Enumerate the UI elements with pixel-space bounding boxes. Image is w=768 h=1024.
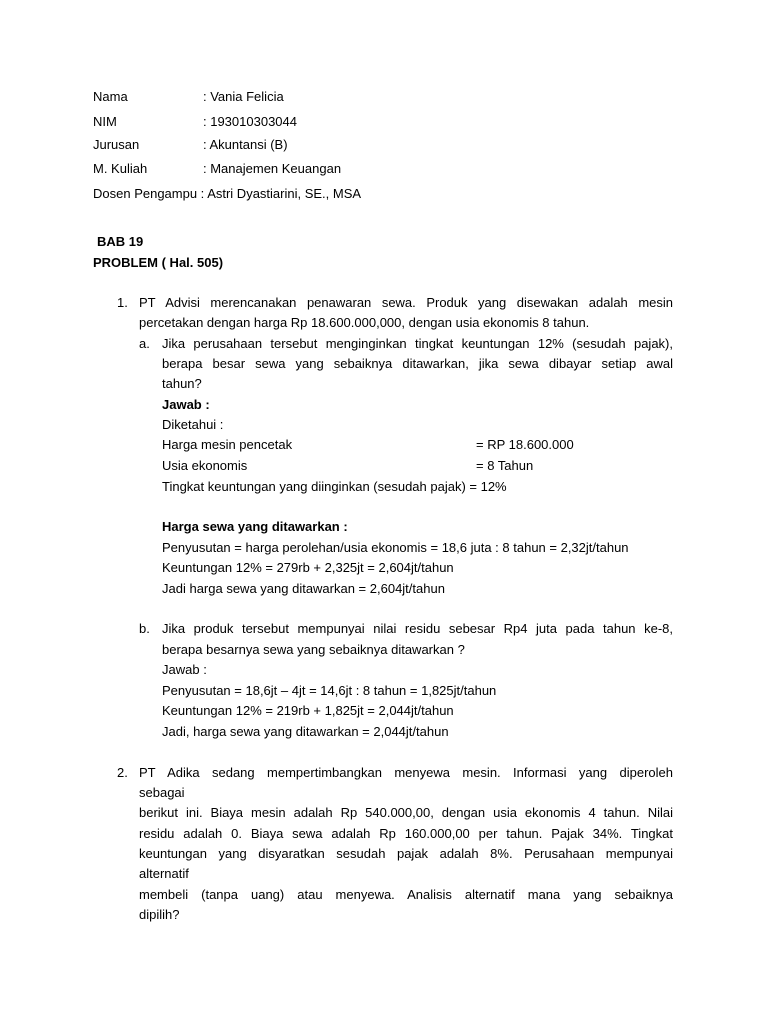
diketahui-label: Diketahui : bbox=[162, 417, 224, 432]
keuntungan-1b: Keuntungan 12% = 219rb + 1,825jt = 2,044jt/tahun bbox=[162, 703, 454, 718]
question-1a-text-line-2: berapa besar sewa yang sebaiknya ditawarkan, jika sewa dibayar setiap awal bbox=[162, 356, 673, 371]
question-2-text-line-7: membeli (tanpa uang) atau menyewa. Analisis alternatif mana yang sebaiknya bbox=[139, 887, 673, 902]
kesimpulan-1a: Jadi harga sewa yang ditawarkan = 2,604jt/tahun bbox=[162, 581, 445, 596]
usia-ekonomis-value: = 8 Tahun bbox=[476, 458, 534, 473]
nim-value: : 193010303044 bbox=[203, 114, 297, 129]
question-1b-label: b. bbox=[139, 621, 150, 636]
tingkat-keuntungan: Tingkat keuntungan yang diinginkan (sesudah pajak) = 12% bbox=[162, 479, 507, 494]
question-2-text-line-2: sebagai bbox=[139, 785, 185, 800]
chapter-title: BAB 19 bbox=[97, 234, 144, 249]
usia-ekonomis-label: Usia ekonomis bbox=[162, 458, 248, 473]
harga-sewa-heading: Harga sewa yang ditawarkan : bbox=[162, 519, 348, 534]
question-2-text-line-1: PT Adika sedang mempertimbangkan menyewa mesin. Informasi yang diperoleh bbox=[139, 765, 673, 780]
question-1b-text-line-2: berapa besarnya sewa yang sebaiknya ditawarkan ? bbox=[162, 642, 465, 657]
nama-label: Nama bbox=[93, 89, 128, 104]
question-1b-text-line-1: Jika produk tersebut mempunyai nilai residu sebesar Rp4 juta pada tahun ke-8, bbox=[162, 621, 673, 636]
nama-value: : Vania Felicia bbox=[203, 89, 284, 104]
answer-1a-heading: Jawab : bbox=[162, 397, 210, 412]
dosen-pengampu: Dosen Pengampu : Astri Dyastiarini, SE., MSA bbox=[93, 186, 362, 201]
question-1a-text-line-3: tahun? bbox=[162, 376, 202, 391]
harga-mesin-label: Harga mesin pencetak bbox=[162, 437, 293, 452]
question-2-text-line-4: residu adalah 0. Biaya sewa adalah Rp 160.000,00 per tahun. Pajak 34%. Tingkat bbox=[139, 826, 673, 841]
question-1-number: 1. bbox=[117, 295, 128, 310]
question-2-number: 2. bbox=[117, 765, 128, 780]
question-2-text-line-5: keuntungan yang disyaratkan sesudah pajak adalah 8%. Perusahaan mempunyai bbox=[139, 846, 673, 861]
mata-kuliah-value: : Manajemen Keuangan bbox=[203, 161, 342, 176]
penyusutan-1a: Penyusutan = harga perolehan/usia ekonomis = 18,6 juta : 8 tahun = 2,32jt/tahun bbox=[162, 540, 629, 555]
kesimpulan-1b: Jadi, harga sewa yang ditawarkan = 2,044jt/tahun bbox=[162, 724, 449, 739]
mata-kuliah-label: M. Kuliah bbox=[93, 161, 148, 176]
penyusutan-1b: Penyusutan = 18,6jt – 4jt = 14,6jt : 8 tahun = 1,825jt/tahun bbox=[162, 683, 497, 698]
jurusan-value: : Akuntansi (B) bbox=[203, 137, 288, 152]
question-2-text-line-3: berikut ini. Biaya mesin adalah Rp 540.000,00, dengan usia ekonomis 4 tahun. Nilai bbox=[139, 805, 673, 820]
question-1a-text-line-1: Jika perusahaan tersebut menginginkan tingkat keuntungan 12% (sesudah pajak), bbox=[162, 336, 673, 351]
keuntungan-1a: Keuntungan 12% = 279rb + 2,325jt = 2,604jt/tahun bbox=[162, 560, 454, 575]
harga-mesin-value: = RP 18.600.000 bbox=[476, 437, 574, 452]
problem-heading: PROBLEM ( Hal. 505) bbox=[93, 255, 224, 270]
question-1-text-line-1: PT Advisi merencanakan penawaran sewa. Produk yang disewakan adalah mesin bbox=[139, 295, 673, 310]
nim-label: NIM bbox=[93, 114, 117, 129]
answer-1b-heading: Jawab : bbox=[162, 662, 207, 677]
question-1-text-line-2: percetakan dengan harga Rp 18.600.000,000, dengan usia ekonomis 8 tahun. bbox=[139, 315, 590, 330]
question-1a-label: a. bbox=[139, 336, 150, 351]
question-2-text-line-6: alternatif bbox=[139, 866, 189, 881]
question-2-text-line-8: dipilih? bbox=[139, 907, 180, 922]
jurusan-label: Jurusan bbox=[93, 137, 140, 152]
